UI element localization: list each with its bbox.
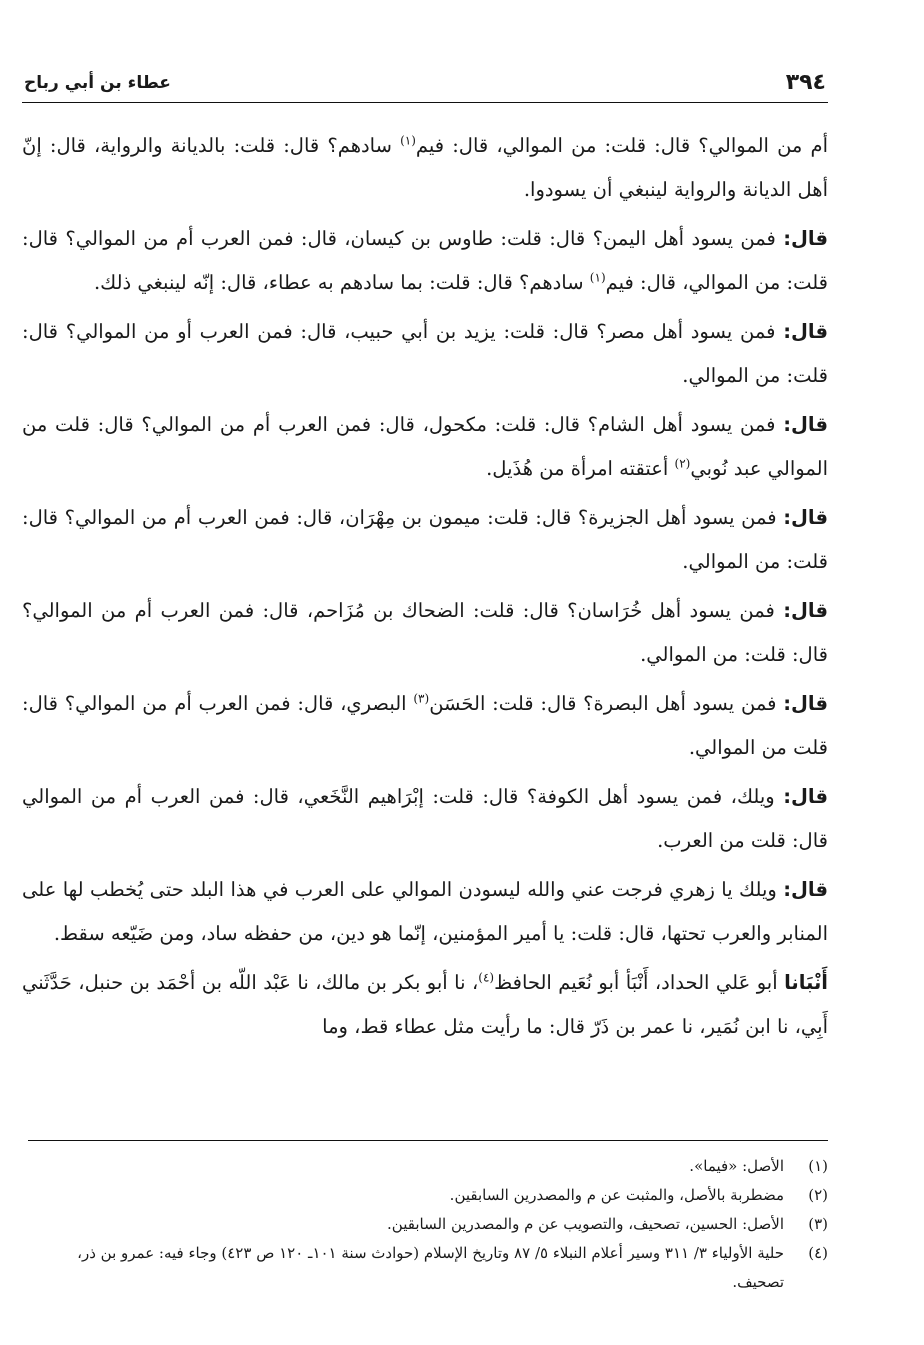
footnote-number: (٤) — [808, 1244, 828, 1262]
footnote-text: الأصل: الحسين، تصحيف، والتصويب عن م والمصدرين السابقين. — [387, 1215, 784, 1233]
paragraph — [22, 589, 828, 676]
paragraph — [22, 496, 828, 583]
paragraph-lead-word: أَنْبَانا — [784, 971, 828, 994]
paragraph-text: البصري، قال: فمن العرب أم من الموالي؟ قال: قلت من الموالي. — [22, 692, 828, 759]
paragraph-text: أم من الموالي؟ قال: قلت: من الموالي، قال: فيم — [415, 134, 828, 157]
paragraph-text: فمن يسود أهل البصرة؟ قال: قلت: الحَسَن — [429, 692, 784, 715]
footnote-text: الأصل: «فيما». — [689, 1157, 784, 1175]
paragraph — [22, 217, 828, 304]
paragraph-text: فمن يسود أهل اليمن؟ قال: قلت: طاوس بن كيسان، قال: فمن العرب أم من الموالي؟ قال: قلت: من الموالي، قال: فيم — [22, 227, 828, 294]
footnotes — [22, 1152, 828, 1297]
footnote-reference: (٤) — [478, 970, 495, 985]
paragraph — [22, 775, 828, 862]
footnote — [22, 1152, 828, 1181]
paragraph-text: ، نا أبو بكر بن مالك، نا عَبْد اللّه بن أحْمَد بن حنبل، حَدَّثَني أَبِي، نا ابن نُمَير، نا عمر بن ذَرّ قال: ما رأيت مثل عطاء قط، وما — [22, 971, 828, 1038]
paragraph-text: سادهم؟ قال: قلت: بما سادهم به عطاء، قال: إنّه لينبغي ذلك. — [93, 270, 590, 294]
footnote-number: (٣) — [808, 1215, 828, 1233]
paragraph-lead-word: قال: — [783, 320, 828, 343]
paragraph-lead-word: قال: — [783, 227, 828, 250]
paragraph — [22, 124, 828, 211]
paragraph-text: ويلك، فمن يسود أهل الكوفة؟ قال: قلت: إبْرَاهيم النَّخَعي، قال: فمن العرب أم من الموالي قال: قلت من العرب. — [22, 785, 828, 852]
footnote-reference: (١) — [400, 133, 416, 148]
paragraph — [22, 403, 828, 490]
paragraph-text: فمن يسود أهل مصر؟ قال: قلت: يزيد بن أبي حبيب، قال: فمن العرب أو من الموالي؟ قال: قلت: من الموالي. — [22, 320, 828, 387]
footnote-reference: (١) — [589, 270, 606, 284]
footnote-number: (١) — [808, 1157, 828, 1175]
footnote-reference: (٣) — [413, 691, 430, 706]
paragraph-lead-word: قال: — [783, 878, 828, 901]
paragraph-text: فمن يسود أهل خُرَاسان؟ قال: قلت: الضحاك بن مُزَاحم، قال: فمن العرب أم من الموالي؟ قال: قلت: من الموالي. — [22, 599, 828, 666]
footnote-number: (٢) — [808, 1186, 828, 1204]
paragraph-text: فمن يسود أهل الجزيرة؟ قال: قلت: ميمون بن مِهْرَان، قال: فمن العرب أم من الموالي؟ قال: قلت: من الموالي. — [22, 506, 828, 573]
main-text — [22, 124, 828, 1054]
running-title: عطاء بن أبي رباح — [24, 73, 171, 93]
paragraph-text: سادهم؟ قال: قلت: بالديانة والرواية، قال: إنّ أهل الديانة والرواية لينبغي أن يسودوا. — [22, 134, 828, 201]
paragraph-lead-word: قال: — [783, 506, 828, 529]
page-number: ٣٩٤ — [785, 70, 826, 95]
paragraph — [22, 310, 828, 397]
footnote — [22, 1239, 828, 1297]
footnote-reference: (٢) — [674, 456, 691, 470]
footnote — [22, 1181, 828, 1210]
footnote-text: حلية الأولياء ٣/ ٣١١ وسير أعلام النبلاء ٥/ ٨٧ وتاريخ الإسلام (حوادث سنة ١٠١ـ ١٢٠ ص ٤٢٣) وجاء فيه: عمرو بن ذر، تصحيف. — [77, 1244, 784, 1291]
paragraph-lead-word: قال: — [783, 692, 828, 715]
paragraph-text: أبو عَلي الحداد، أَنْبَأ أبو نُعَيم الحافظ — [494, 971, 785, 994]
paragraph-text: أعتقته امرأة من هُذَيل. — [486, 456, 675, 480]
paragraph-text: فمن يسود أهل الشام؟ قال: قلت: مكحول، قال: فمن العرب أم من الموالي؟ قال: قلت من الموالي عبد نُوبي — [22, 413, 828, 480]
paragraph-lead-word: قال: — [783, 413, 828, 436]
footnote — [22, 1210, 828, 1239]
paragraph-text: ويلك يا زهري فرجت عني والله ليسودن الموالي على العرب في هذا البلد حتى يُخطب لها على المنابر والعرب تحتها، قال: قلت: يا أمير المؤمنين، إنّما هو دين، من حفظه ساد، ومن ضَيّعه سقط. — [22, 878, 828, 945]
paragraph-lead-word: قال: — [783, 785, 828, 808]
paragraph-lead-word: قال: — [783, 599, 828, 622]
footnote-divider — [28, 1140, 828, 1141]
paragraph — [22, 961, 828, 1048]
paragraph — [22, 682, 828, 769]
footnote-text: مضطربة بالأصل، والمثبت عن م والمصدرين السابقين. — [449, 1186, 784, 1204]
paragraph — [22, 868, 828, 955]
book-page — [22, 0, 828, 1345]
page-header — [22, 66, 828, 103]
